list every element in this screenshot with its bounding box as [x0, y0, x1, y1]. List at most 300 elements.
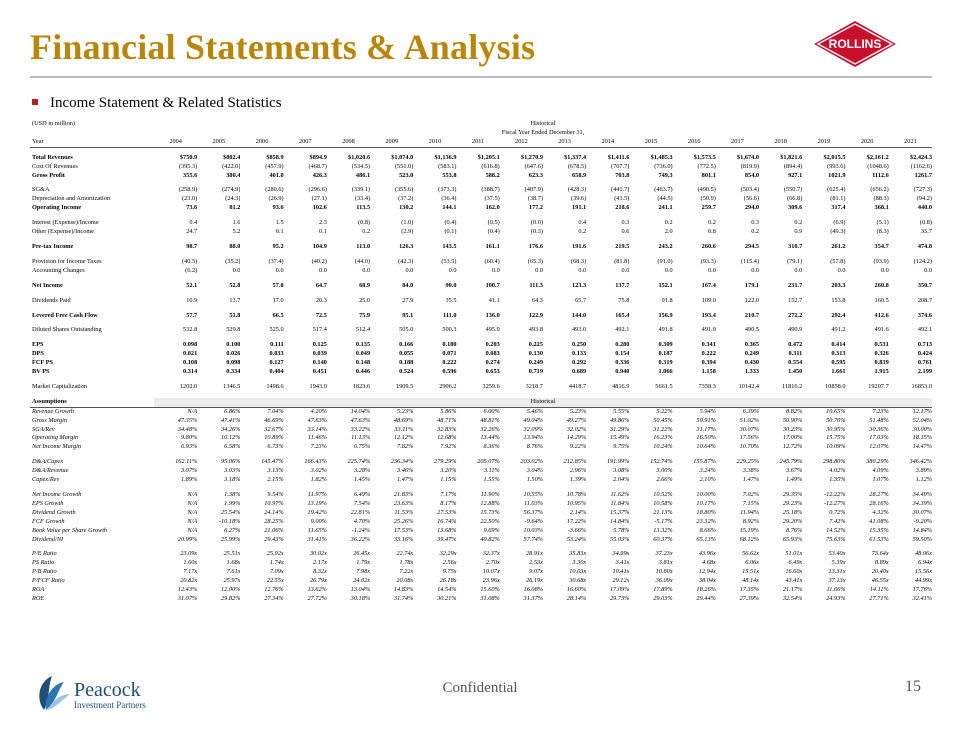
table-cell: 13.19%	[307, 499, 327, 507]
units-label: (USD in million)	[32, 120, 76, 127]
table-cell: (819.9)	[740, 162, 760, 170]
table-cell: 16.23%	[653, 434, 673, 442]
table-cell: 52.04%	[912, 416, 932, 424]
table-cell: (894.4)	[783, 162, 803, 170]
table-cell: 31.29%	[609, 425, 630, 433]
table-cell: 0.3	[751, 219, 760, 227]
table-cell: 0.719	[528, 368, 543, 376]
table-cell: 3.04%	[526, 467, 543, 475]
table-cell: 0.0	[362, 266, 371, 274]
row-label: D&A/Capex	[32, 458, 64, 466]
table-cell: (993.6)	[827, 162, 846, 170]
table-cell: 47.63%	[350, 416, 371, 424]
table-cell: $1,821.6	[780, 153, 803, 161]
row-label: Gross Margin	[32, 416, 68, 424]
table-cell: 20.3	[315, 296, 327, 304]
table-cell: 36.22%	[350, 535, 371, 543]
table-cell: 9.80%	[180, 434, 198, 442]
table-cell: 0.133	[572, 350, 587, 358]
table-cell: 9.00%	[310, 517, 327, 525]
table-cell: (40.2)	[311, 257, 327, 265]
row-label: BV PS	[32, 368, 50, 376]
table-cell: (36.4)	[441, 195, 457, 203]
table-cell: 0.940	[615, 368, 630, 376]
table-cell: 0.414	[831, 341, 846, 349]
table-cell: 32.37x	[482, 550, 500, 558]
table-cell: 219.5	[615, 242, 630, 250]
table-cell: (38.7)	[527, 195, 543, 203]
table-cell: 20.40x	[871, 568, 889, 576]
table-cell: 9.69%	[483, 526, 500, 534]
table-cell: 0.761	[917, 359, 932, 367]
table-cell: 1.158	[701, 368, 716, 376]
table-cell: 13.68%	[437, 526, 457, 534]
table-cell: 1823.6	[352, 382, 371, 390]
table-cell: 294.5	[744, 242, 760, 250]
table-cell: 0.166	[399, 341, 414, 349]
table-cell: 0.222	[701, 350, 716, 358]
table-cell: 0.341	[701, 341, 716, 349]
table-cell: 0.314	[183, 368, 198, 376]
table-cell: 56.37%	[523, 508, 543, 516]
table-cell: (388.7)	[481, 186, 500, 194]
table-cell: $1,136.9	[434, 153, 457, 161]
table-cell: 15.60%	[480, 586, 500, 594]
table-cell: 10.41x	[612, 568, 630, 576]
table-cell: 0.0	[880, 266, 889, 274]
table-cell: 72.5	[315, 311, 327, 319]
table-cell: 0.1	[319, 228, 327, 236]
table-cell: 1943.0	[309, 382, 327, 390]
table-row	[30, 297, 932, 306]
table-cell: 529.8	[226, 326, 241, 334]
table-cell: 47.35%	[177, 416, 198, 424]
table-cell: 152.1	[658, 281, 673, 289]
table-cell: 25.0	[359, 296, 371, 304]
table-cell: 0.2	[751, 228, 760, 236]
table-cell: -3.66%	[567, 526, 587, 534]
table-cell: 49.27%	[566, 416, 587, 424]
table-cell: 113.5	[356, 204, 371, 212]
table-cell: 16.60x	[785, 568, 803, 576]
table-cell: 10.95%	[566, 499, 587, 507]
table-cell: 162.11%	[175, 458, 198, 466]
table-cell: 104.9	[312, 242, 327, 250]
table-cell: N/A	[187, 526, 198, 534]
table-cell: (37.4)	[268, 257, 284, 265]
table-cell: 13.44%	[480, 434, 500, 442]
table-cell: 532.8	[183, 326, 198, 334]
table-cell: 0.689	[572, 368, 587, 376]
table-cell: 259.7	[701, 204, 716, 212]
table-cell: 210.7	[744, 311, 760, 319]
table-cell: (656.2)	[870, 186, 889, 194]
table-cell: 10.65%	[826, 407, 846, 415]
table-cell: 20.82x	[180, 577, 198, 585]
table-cell: 51.8	[229, 311, 241, 319]
table-cell: 30.68x	[569, 577, 587, 585]
table-cell: 177.2	[528, 204, 543, 212]
table-cell: 0.839	[874, 359, 889, 367]
table-cell: 0.430	[744, 359, 760, 367]
table-cell: 11.03%	[524, 499, 543, 507]
row-label: Net Income	[32, 281, 63, 289]
table-cell: 15.75%	[826, 434, 846, 442]
table-cell: 491.2	[831, 326, 846, 334]
table-cell: 11816.2	[782, 382, 803, 390]
table-cell: 60.37%	[653, 535, 673, 543]
table-cell: 32.54%	[782, 594, 803, 602]
table-cell: 588.2	[485, 171, 500, 179]
table-cell: 491.8	[658, 326, 673, 334]
row-label: Operating Income	[32, 204, 82, 212]
table-cell: 57.7	[186, 311, 198, 319]
table-row	[30, 458, 932, 467]
table-cell: 24.93%	[826, 594, 846, 602]
table-row	[30, 243, 932, 252]
table-cell: 145.47%	[261, 458, 284, 466]
table-cell: 111.3	[529, 281, 543, 289]
peacock-logo-sub: Investment Partners	[74, 700, 146, 710]
table-cell: 260.6	[701, 242, 716, 250]
table-cell: 2.3	[319, 219, 327, 227]
table-cell: 52.1	[186, 281, 198, 289]
table-cell: 31.37%	[523, 594, 543, 602]
table-row	[30, 219, 932, 228]
table-cell: 21.06%	[264, 526, 284, 534]
table-cell: 1202.0	[179, 382, 198, 390]
table-cell: 29.82%	[221, 594, 241, 602]
table-cell: 29.12x	[612, 577, 630, 585]
table-cell: (94.2)	[916, 195, 932, 203]
table-cell: 7358.3	[698, 382, 716, 390]
table-cell: 0.0	[535, 266, 543, 274]
table-cell: 5.86%	[440, 407, 457, 415]
table-cell: 27.72%	[307, 594, 327, 602]
year-header: 2006	[240, 138, 283, 147]
table-cell: 801.1	[701, 171, 716, 179]
table-cell: N/A	[187, 499, 198, 507]
table-cell: 203.3	[831, 281, 846, 289]
table-cell: 179.1	[744, 281, 760, 289]
table-cell: (0.5)	[487, 219, 500, 227]
table-cell: 1.39%	[569, 476, 587, 484]
table-cell: 0.394	[701, 359, 716, 367]
table-cell: N/A	[187, 407, 198, 415]
table-cell: 8.66%	[699, 526, 716, 534]
footer-confidential: Confidential	[442, 680, 518, 696]
table-cell: 0.292	[572, 359, 587, 367]
table-cell: 37.23x	[655, 550, 673, 558]
table-cell: 111.0	[443, 311, 457, 319]
table-cell: 3.67%	[786, 467, 803, 475]
table-cell: 474.8	[917, 242, 932, 250]
table-cell: 401.0	[269, 171, 284, 179]
table-cell: 0.472	[788, 341, 803, 349]
table-cell: 0.72%	[829, 508, 846, 516]
table-cell: 17.03%	[869, 434, 889, 442]
table-cell: (43.5)	[614, 195, 630, 203]
row-label: Gross Profit	[32, 171, 65, 179]
row-label: Market Capitalization	[32, 382, 88, 390]
table-cell: 55.03%	[609, 535, 630, 543]
table-cell: 0.2	[664, 219, 673, 227]
table-cell: 176.6	[528, 242, 543, 250]
table-cell: 0.2	[578, 228, 587, 236]
table-cell: 11.90%	[480, 491, 500, 498]
table-cell: 2.10%	[699, 476, 716, 484]
table-cell: N/A	[187, 508, 198, 516]
table-cell: (81.8)	[614, 257, 630, 265]
table-cell: 30.18%	[350, 594, 371, 602]
table-cell: 6.06x	[745, 559, 760, 567]
table-cell: 14.54%	[437, 586, 457, 594]
table-cell: $2,015.5	[823, 153, 846, 161]
table-cell: 39.47%	[437, 535, 457, 543]
table-row	[30, 359, 932, 368]
table-cell: 749.3	[658, 171, 673, 179]
row-label: FCF Growth	[32, 517, 65, 525]
table-cell: 491.0	[701, 326, 716, 334]
table-cell: 19207.7	[868, 382, 889, 390]
table-cell: 3.11%	[483, 467, 500, 475]
table-cell: 25.92x	[266, 550, 284, 558]
table-cell: 245.79%	[779, 458, 803, 466]
table-cell: 0.4	[189, 219, 198, 227]
year-header: 2008	[327, 138, 370, 147]
table-row	[30, 417, 932, 426]
table-cell: 37.13x	[828, 577, 846, 585]
table-cell: 12.88%	[480, 499, 500, 507]
table-cell: 25.99%	[221, 535, 241, 543]
table-cell: 57.74%	[523, 535, 543, 543]
table-cell: 0.188	[399, 359, 414, 367]
table-cell: 16853.0	[911, 382, 932, 390]
table-cell: 30.02x	[309, 550, 327, 558]
table-cell: (490.5)	[697, 186, 716, 194]
table-cell: 29.23%	[782, 499, 803, 507]
table-cell: 8.36%	[483, 443, 500, 451]
table-cell: 20.08x	[396, 577, 414, 585]
year-header: 2009	[370, 138, 413, 147]
table-cell: 0.100	[226, 341, 241, 349]
financial-table	[30, 120, 932, 604]
table-cell: 380.29%	[866, 458, 889, 466]
table-cell: (678.5)	[567, 162, 587, 170]
table-cell: 0.334	[226, 368, 241, 376]
table-cell: (0.4)	[444, 219, 457, 227]
income-statement-table	[30, 120, 932, 750]
table-cell: 1.35%	[829, 476, 846, 484]
table-cell: 0.039	[312, 350, 327, 358]
table-cell: 6.86%	[224, 407, 241, 415]
table-cell: 28.27%	[869, 491, 889, 498]
row-label: EPS	[32, 341, 44, 349]
table-cell: 11.97%	[307, 491, 327, 498]
table-cell: 7.09x	[269, 568, 284, 576]
table-cell: 43.96x	[698, 550, 716, 558]
table-cell: 492.1	[615, 326, 630, 334]
table-cell: 9.22%	[569, 443, 587, 451]
table-cell: 44.99x	[915, 577, 932, 585]
table-cell: 48.69%	[393, 416, 414, 424]
row-label: SG&A	[32, 186, 50, 194]
table-cell: (395.3)	[178, 162, 198, 170]
table-cell: 260.8	[874, 281, 889, 289]
table-cell: 75.63%	[826, 535, 846, 543]
table-cell: 309.6	[788, 204, 803, 212]
table-cell: 64.3	[531, 296, 543, 304]
table-cell: 0.125	[312, 341, 327, 349]
table-cell: (0.0)	[530, 219, 543, 227]
table-cell: 2906.2	[439, 382, 457, 390]
table-cell: 98.7	[186, 242, 198, 250]
table-cell: (8.3)	[876, 228, 889, 236]
table-cell: 0.2	[707, 219, 716, 227]
table-cell: 34.39%	[912, 499, 932, 507]
table-cell: 33.11%	[394, 425, 414, 433]
table-cell: (49.3)	[830, 228, 846, 236]
table-cell: (772.5)	[697, 162, 716, 170]
table-cell: 14.29%	[566, 434, 587, 442]
table-cell: 17.0	[272, 296, 284, 304]
header-row-fiscal	[30, 129, 932, 138]
table-cell: 380.4	[226, 171, 241, 179]
table-cell: (50.9)	[700, 195, 716, 203]
table-cell: 2.199	[917, 368, 932, 376]
table-cell: 18.26%	[696, 586, 716, 594]
table-cell: 17.56%	[739, 434, 760, 442]
table-cell: $858.9	[266, 153, 284, 161]
table-cell: 29.20%	[782, 517, 803, 525]
year-header: 2004	[154, 138, 197, 147]
table-cell: 6.93%	[180, 443, 198, 451]
table-cell: 1346.5	[223, 382, 241, 390]
table-cell: 0.0	[448, 266, 457, 274]
table-cell: N/A	[187, 517, 198, 525]
table-row	[30, 500, 932, 509]
table-cell: 0.424	[917, 350, 932, 358]
table-cell: 49.04%	[523, 416, 543, 424]
table-cell: 10.58%	[653, 499, 673, 507]
table-cell: 27.39%	[739, 594, 760, 602]
table-cell: 0.319	[658, 359, 673, 367]
table-cell: 34.99x	[612, 550, 630, 558]
table-cell: 0.326	[874, 350, 889, 358]
table-cell: (24.3)	[225, 195, 241, 203]
table-cell: (57.8)	[830, 257, 846, 265]
table-cell: 6.58%	[224, 443, 241, 451]
row-label: Operating Margin	[32, 434, 79, 442]
table-cell: 3.18%	[224, 476, 241, 484]
table-cell: 113.0	[356, 242, 371, 250]
table-cell: 27.34%	[264, 594, 284, 602]
table-cell: 15.51x	[742, 568, 760, 576]
table-cell: 0.336	[615, 359, 630, 367]
row-label: Dividend/NI	[32, 535, 64, 543]
table-cell: 11.66%	[826, 586, 846, 594]
table-row	[30, 258, 932, 267]
table-cell: 310.7	[788, 242, 803, 250]
table-cell: 0.0	[405, 266, 414, 274]
table-cell: 1.82%	[310, 476, 327, 484]
row-label: ROE	[32, 594, 45, 602]
table-cell: 50.91%	[696, 416, 716, 424]
table-cell: $1,270.9	[520, 153, 543, 161]
table-cell: 7.23%	[872, 407, 889, 415]
table-cell: (727.3)	[913, 186, 932, 194]
table-cell: 24.14%	[264, 508, 284, 516]
table-row	[30, 383, 932, 392]
table-cell: 35.7	[920, 228, 932, 236]
table-cell: 1.07%	[872, 476, 889, 484]
table-cell: 29.43%	[264, 535, 284, 543]
table-cell: 0.524	[399, 368, 414, 376]
table-cell: 229.25%	[736, 458, 760, 466]
table-cell: $1,337.4	[564, 153, 587, 161]
table-cell: (0.8)	[358, 219, 371, 227]
year-header: 2015	[629, 138, 672, 147]
table-cell: 50.45%	[653, 416, 673, 424]
table-cell: 0.3	[621, 219, 630, 227]
table-cell: 6.75%	[353, 443, 371, 451]
table-cell: 3.03%	[224, 467, 241, 475]
table-cell: 7.82%	[397, 443, 414, 451]
table-cell: 29.35%	[782, 491, 803, 498]
table-cell: 2.17x	[313, 559, 327, 567]
table-cell: 512.4	[355, 326, 371, 334]
table-cell: -10.18%	[218, 517, 241, 525]
table-cell: 165.4	[615, 311, 630, 319]
table-cell: 191.6	[572, 242, 587, 250]
table-cell: 46.69%	[264, 416, 284, 424]
table-cell: 3.02%	[310, 467, 327, 475]
table-cell: (503.4)	[740, 186, 760, 194]
table-cell: 0.0	[924, 266, 932, 274]
title-divider	[30, 76, 932, 78]
table-cell: 0.140	[312, 359, 327, 367]
table-cell: 15.35%	[869, 526, 889, 534]
page-number: 15	[905, 678, 921, 695]
table-row	[30, 282, 932, 291]
table-cell: $894.9	[309, 153, 327, 161]
table-cell: 854.0	[744, 171, 760, 179]
table-cell: 32.02%	[566, 425, 587, 433]
table-cell: 15.56x	[915, 568, 932, 576]
table-cell: N/A	[187, 491, 198, 498]
table-cell: 0.249	[528, 359, 543, 367]
table-cell: 26.19x	[526, 577, 543, 585]
table-cell: 7.42%	[829, 517, 846, 525]
table-cell: (5.1)	[876, 219, 889, 227]
table-cell: 90.0	[445, 281, 457, 289]
table-cell: 10.17%	[696, 499, 716, 507]
table-cell: 6.94x	[918, 559, 932, 567]
table-cell: 56.62x	[742, 550, 760, 558]
table-cell: 13.94%	[523, 434, 543, 442]
table-cell: 5.23%	[397, 407, 414, 415]
table-cell: 5.46%	[526, 407, 543, 415]
table-cell: 11.94%	[740, 508, 760, 516]
table-cell: 33.14%	[307, 425, 327, 433]
table-cell: 32.29x	[439, 550, 457, 558]
table-cell: 30.21%	[437, 594, 457, 602]
table-cell: (33.4)	[354, 195, 371, 203]
table-cell: 1261.7	[914, 171, 932, 179]
table-cell: (37.5)	[484, 195, 500, 203]
table-cell: (616.8)	[481, 162, 500, 170]
table-cell: 59.50%	[912, 535, 932, 543]
